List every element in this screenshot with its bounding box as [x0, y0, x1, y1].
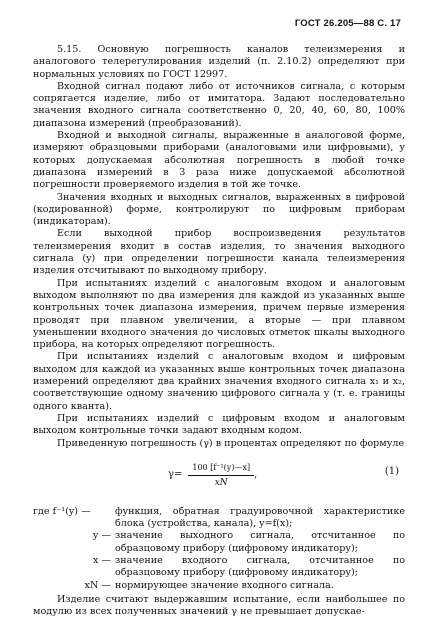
formula-lhs: γ= [168, 469, 183, 481]
definition-symbol: где f⁻¹(y) — [33, 505, 91, 517]
paragraph-analog-analog: При испытаниях изделий с аналоговым входом и аналоговым выходом выполняют по два измерения для каждой из указанных выше контрольных точек диапазона измерения, причем первые измерения проводят при плавном увеличении, а вторые — при плавном уменьшении входного значения до числовых отметок шкалы выходного прибора, на которых определяют погрешность. [33, 277, 405, 351]
definition-symbol: xN — [84, 579, 111, 591]
paragraph-analog-digital: При испытаниях изделий с аналоговым входом и цифровым выходом для каждой из указанных выше контрольных точек диапазона измерений определяют два крайних значения входного сигнала x₁ и x₂, соответствующие одному значению цифрового сигнала y (т. е. границы одного кванта). [33, 351, 405, 412]
definition-text: нормирующее значение входного сигнала. [115, 579, 334, 591]
definition-item [33, 530, 405, 555]
paragraph-digital-analog: При испытаниях изделий с цифровым входом и аналоговым выходом контрольные точки задают входным кодом. [33, 412, 405, 437]
formula-block [33, 452, 405, 502]
paragraph-analog-measurement: Входной и выходной сигналы, выраженные в аналоговой форме, измеряют образцовыми приборами (аналоговыми или цифровыми), у которых допускаемая абсолютная погрешность в любой точке диапазона измерений в 3 раза ниже допускаемой абсолютной погрешности проверяемого изделия в той же точке. [33, 130, 405, 191]
paragraph-formula-intro: Приведенную погрешность (γ) в процентах определяют по формуле [57, 437, 405, 449]
paragraph-digital-signals: Значения входных и выходных сигналов, выраженных в цифровой (кодированной) форме, контролируют по цифровым приборам (индикаторам). [33, 191, 405, 228]
formula-fraction [188, 462, 254, 490]
formula-numerator: 100 [f⁻¹(y)—x] [188, 462, 254, 476]
definition-item [33, 506, 405, 531]
definition-item [33, 555, 405, 580]
body-text [33, 44, 405, 618]
definitions-list [33, 506, 405, 592]
paragraph-pass-criteria: Изделие считают выдержавшим испытание, если наибольшее по модулю из всех полученных значений γ не превышает допускае- [33, 593, 405, 618]
equation-number: (1) [384, 465, 399, 477]
formula-tail: , [254, 469, 258, 481]
definition-text: функция, обратная градуировочной характеристике блока (устройства, канала), y=f(x); [115, 505, 405, 530]
paragraph-output-device: Если выходной прибор воспроизведения результатов телеизмерения входит в состав изделия, то значения выходного сигнала (y) при определении погрешности канала телеизмерения изделия отсчитывают по выходному прибору. [33, 228, 405, 277]
definition-item [33, 580, 405, 592]
definition-text: значение входного сигнала, отсчитанное по образцовому прибору (цифровому индикатору); [115, 554, 405, 579]
paragraph-5-15: 5.15. Основную погрешность каналов телеизмерения и аналогового телерегулирования изделий (п. 2.10.2) определяют при нормальных условиях по ГОСТ 12997. [33, 44, 405, 80]
definition-symbol: y — [92, 530, 111, 542]
formula-denominator: xN [214, 478, 228, 489]
page-header: ГОСТ 26.205—88 С. 17 [294, 18, 401, 29]
paragraph-input-signal: Входной сигнал подают либо от источников сигнала, с которым сопрягается изделие, либо от имитатора. Задают последовательно значения входного сигнала соответственно 0, 20, 40, 60, 80, 100% диапазона измерений (преобразований). [33, 80, 405, 129]
formula [168, 462, 257, 490]
definition-symbol: x — [92, 554, 111, 566]
definition-text: значение выходного сигнала, отсчитанное по образцовому прибору (цифровому индикатору); [115, 530, 405, 554]
